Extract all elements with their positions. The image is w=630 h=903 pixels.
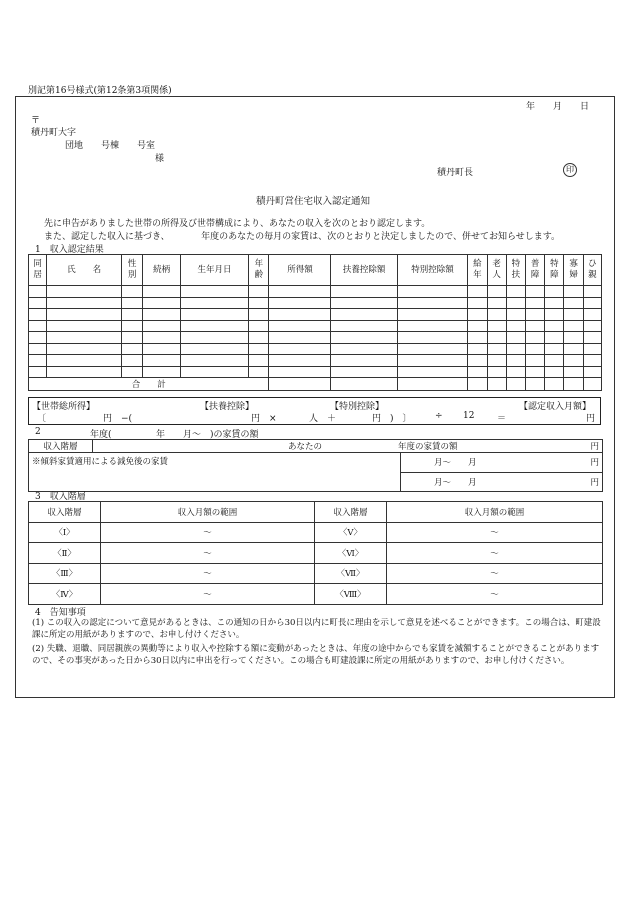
recipient-suffix: 様 [155,154,165,164]
table-row [29,440,603,453]
col-header: 性別 [122,255,143,286]
col-header: 特障 [545,255,564,286]
col-header: 普障 [526,255,545,286]
address: 積丹町大字 [31,128,77,138]
section1-heading: 1 収入認定結果 [35,245,104,255]
col-header: 同居 [29,255,47,286]
level-label: 〈Ⅰ〉 [29,522,101,543]
col-header: 続柄 [143,255,180,286]
calc-equals: ＝ [497,414,507,424]
level-range: 〜 [387,563,603,584]
col-header: 老人 [487,255,506,286]
table-header-row [29,502,603,523]
calc-divide: ÷ [435,411,443,421]
calc-twelve: 12 [463,411,475,421]
label-household-income: 【世帯総所得】 [32,402,96,412]
calc-brace-open: 〔 [37,414,47,424]
note-2: (2) 失職、退職、同居親族の異動等により収入や控除する額に変動があったときは、年度の途中からでも家賃を減額することができることがありますので、その事実があった日から30日以内に申出を行ってください。この場合も町建設課に所定の用紙がありますので、お申し付けください。 [32,644,600,666]
rent-year-label: 年度の家賃の額 [398,442,458,452]
section3-heading: 3 収入階層 [35,492,86,502]
reduction-label: ※傾斜家賃適用による減免後の家賃 [29,453,401,492]
calc-yen-times: 円 × [251,414,277,424]
table-row [29,563,603,584]
income-level-table [28,501,603,605]
reduction-period-1: 月〜 月 円 [401,453,603,473]
table-row [29,309,602,321]
col-header: 収入月額の範囲 [101,502,315,523]
seal-mark: 印 [563,163,577,177]
level-label: 〈Ⅱ〉 [29,543,101,564]
col-header: 所得額 [269,255,331,286]
col-header: 寡婦 [564,255,583,286]
col-header: ひ親 [583,255,601,286]
table-row [29,286,602,298]
table-row [29,332,602,344]
section2-year-open: 年度( [90,430,112,440]
section4-heading: 4 告知事項 [35,608,86,618]
rent-amount-cell [93,440,603,453]
date-line: 年 月 日 [526,102,590,112]
level-label: 〈Ⅷ〉 [315,584,387,605]
col-header: 収入階層 [29,502,101,523]
col-header: 生年月日 [180,255,248,286]
table-row [29,522,603,543]
total-row [29,378,602,391]
level-range: 〜 [387,543,603,564]
col-header: 年齢 [249,255,269,286]
form-number: 別記第16号様式(第12条第3項関係) [28,86,172,96]
col-header: 給年 [468,255,487,286]
table-row [29,453,603,473]
sender: 積丹町長 [437,168,474,178]
level-label: 〈Ⅴ〉 [315,522,387,543]
level-range: 〜 [101,522,315,543]
level-label: 〈Ⅵ〉 [315,543,387,564]
level-range: 〜 [387,522,603,543]
level-range: 〜 [101,543,315,564]
table-row [29,297,602,309]
level-label: 〈Ⅶ〉 [315,563,387,584]
level-range: 〜 [101,584,315,605]
postal-mark: 〒 [31,116,41,126]
table-row [29,320,602,332]
total-label: 合 計 [29,378,269,391]
label-dependent-deduction: 【扶養控除】 [200,402,255,412]
rent-table [28,439,603,492]
intro-line-2: また、認定した収入に基づき、 年度のあなたの毎月の家賃は、次のとおりと決定しましたので、併せてお知らせします。 [44,232,560,242]
table-row [29,543,603,564]
calc-yen: 円 [586,414,596,424]
section2-month-range: 年 月〜 )の家賃の額 [156,430,259,440]
rent-yen: 円 [590,442,599,452]
note-1: (1) この収入の認定について意見があるときは、この通知の日から30日以内に町長に理由を示して意見を述べることができます。この場合は、町建設課に所定の用紙がありますので、お申し付けください。 [32,618,601,640]
table-row [29,343,602,355]
col-header: 特扶 [506,255,525,286]
table-row [29,366,602,378]
calc-persons-plus: 人 ＋ [309,414,337,424]
table-header-row [29,255,602,286]
level-label: 〈Ⅲ〉 [29,563,101,584]
col-header: 収入階層 [315,502,387,523]
rent-level-label: 収入階層 [29,440,93,453]
calc-yen-minus: 円 −( [103,414,133,424]
table-row [29,584,603,605]
table-row [29,355,602,367]
label-monthly-income: 【認定収入月額】 [519,402,592,412]
section2-number: 2 [35,427,41,437]
level-label: 〈Ⅳ〉 [29,584,101,605]
level-range: 〜 [101,563,315,584]
reduction-period-2: 月〜 月 円 [401,472,603,492]
apartment: 団地 号棟 号室 [65,141,156,151]
level-range: 〜 [387,584,603,605]
document-title: 積丹町営住宅収入認定通知 [256,196,371,207]
income-table [28,254,602,391]
calc-yen-close: 円 ) 〕 [372,414,412,424]
col-header: 扶養控除額 [331,255,397,286]
col-header: 氏 名 [47,255,122,286]
label-special-deduction: 【特別控除】 [330,402,385,412]
col-header: 特別控除額 [397,255,468,286]
col-header: 収入月額の範囲 [387,502,603,523]
intro-line-1: 先に申告がありました世帯の所得及び世帯構成により、あなたの収入を次のとおり認定します。 [44,219,431,229]
rent-yours: あなたの [288,442,323,452]
